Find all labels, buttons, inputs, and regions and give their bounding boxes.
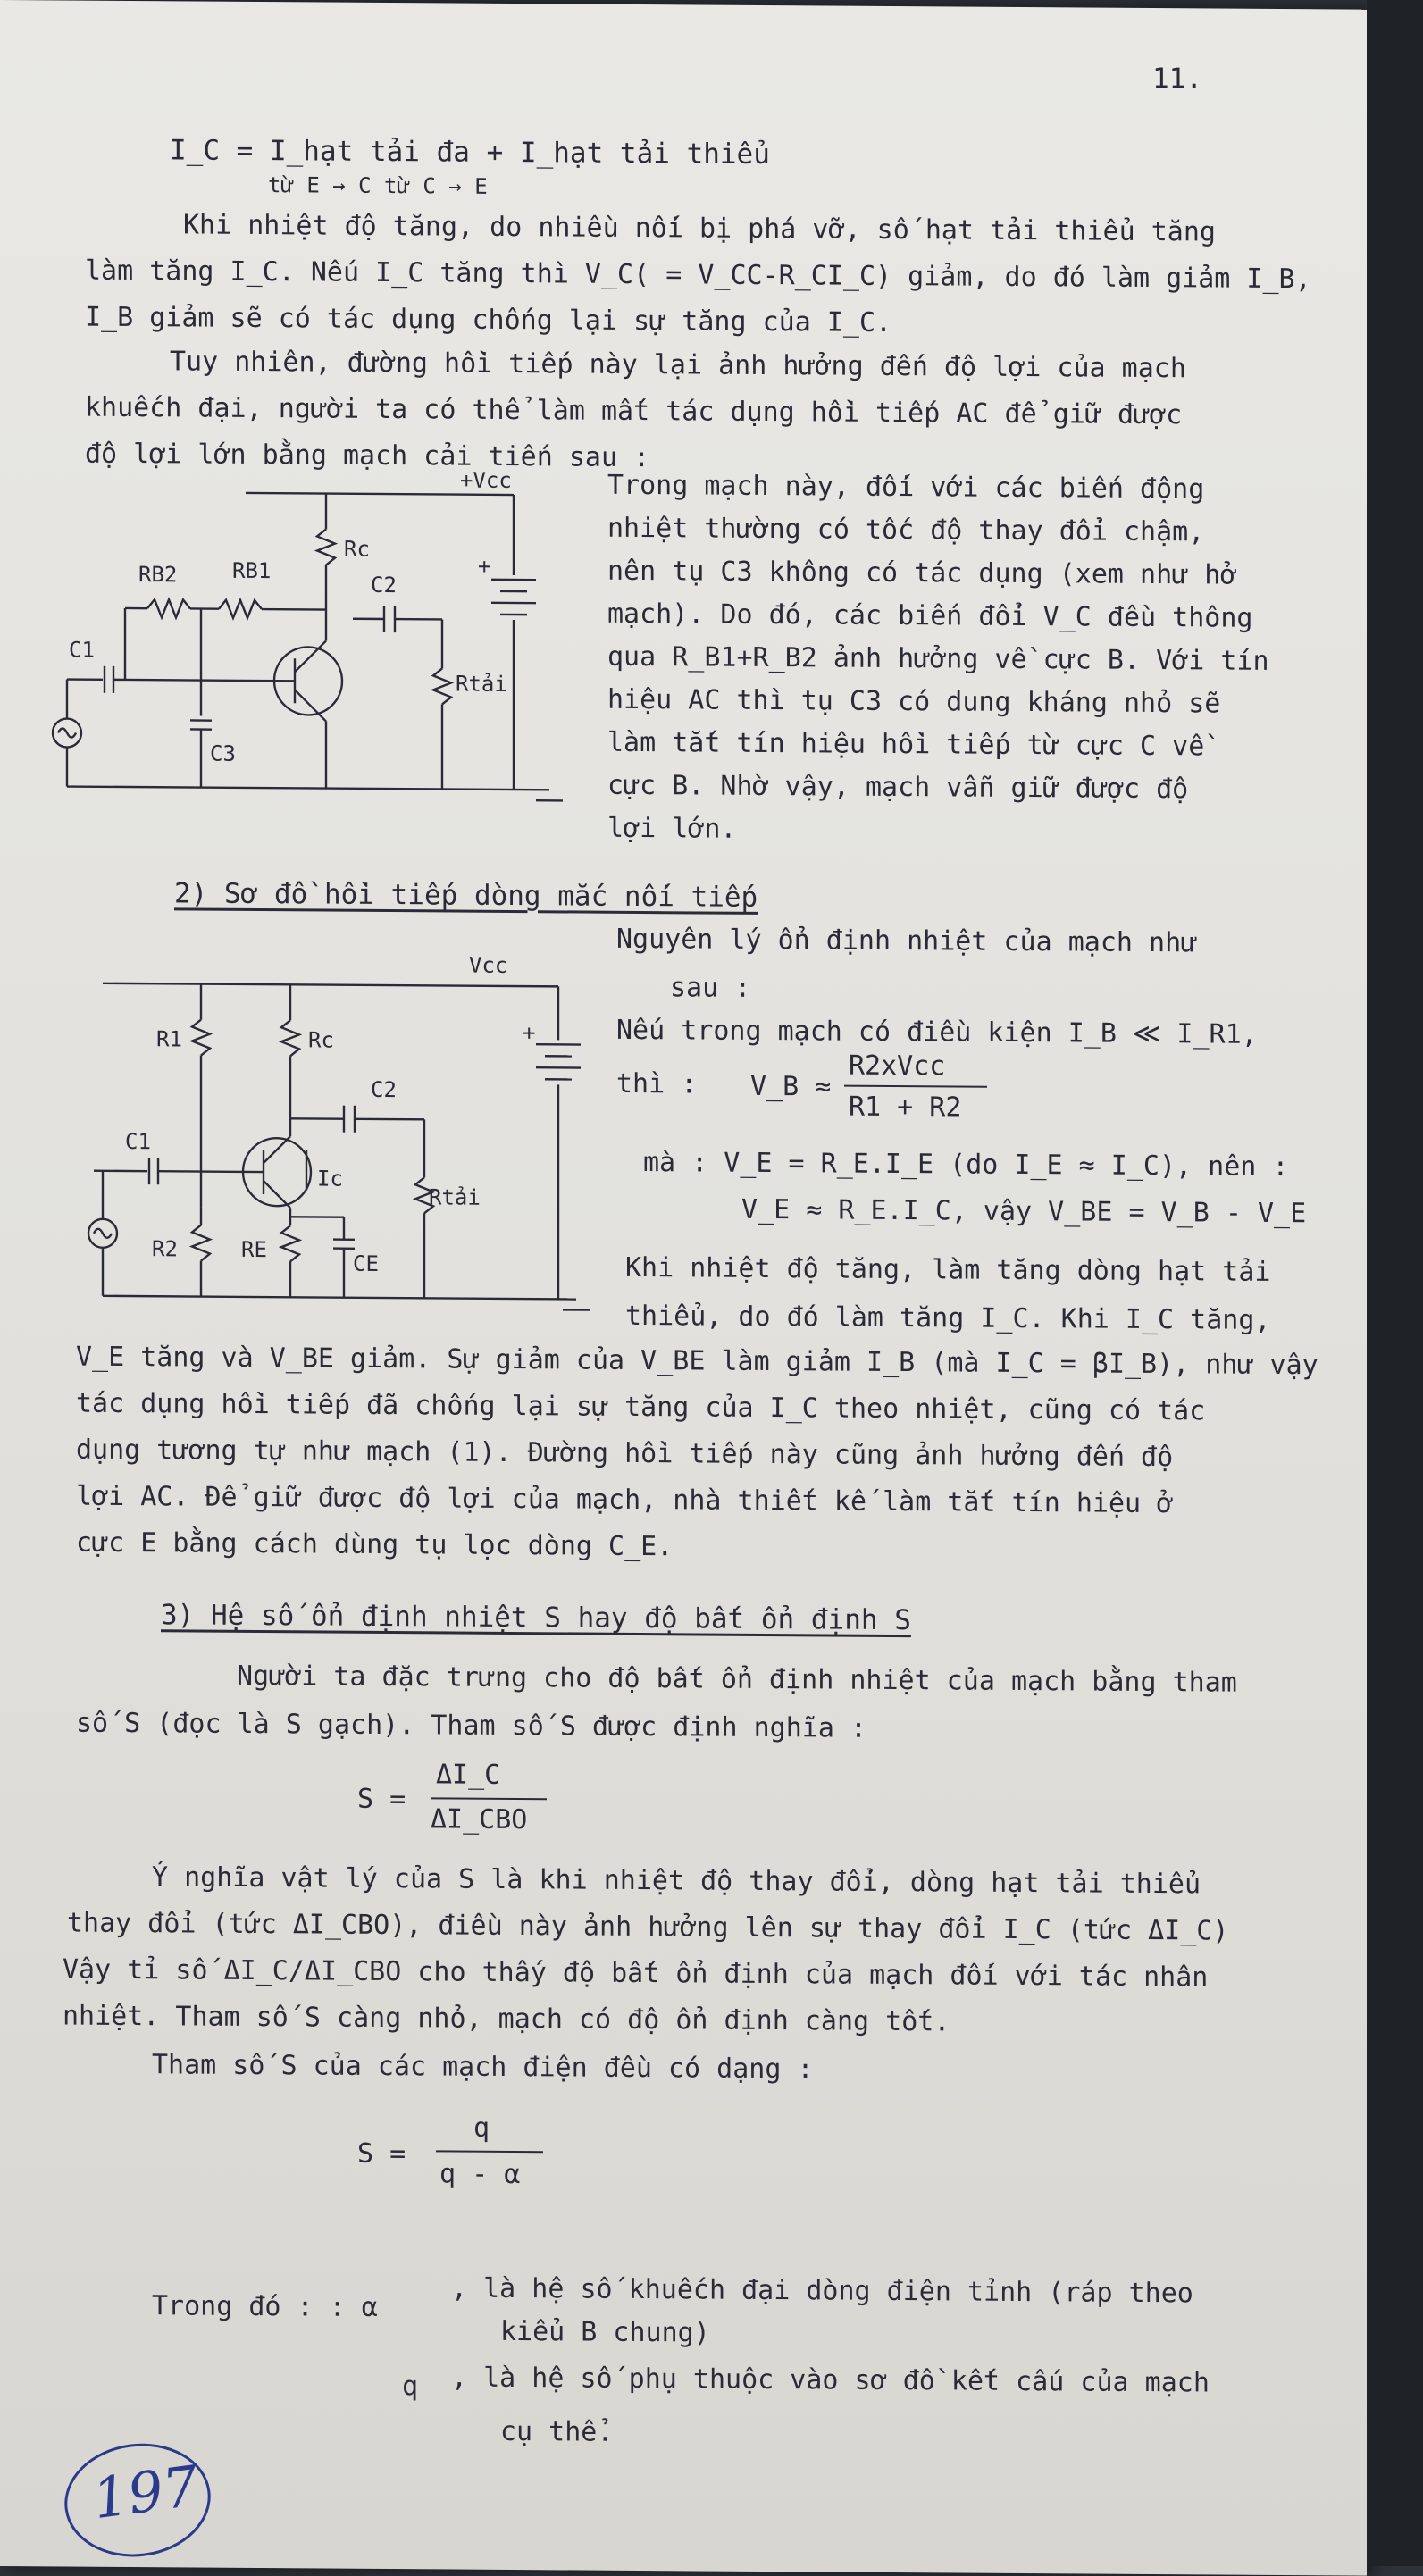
c2-battery-plus: +	[523, 1020, 535, 1045]
c1-battery-plus: +	[478, 554, 490, 579]
page-stamp	[57, 2435, 218, 2566]
para3-line: mạch). Do đó, các biến đổi V_C đều thông	[607, 598, 1252, 636]
c1-c3-label: C3	[210, 741, 236, 766]
para4-line: Nguyên lý ổn định nhiệt của mạch như	[616, 923, 1197, 960]
c2-r2-label: R2	[152, 1236, 178, 1261]
para2-line: độ lợi lớn bằng mạch cải tiến sau :	[85, 438, 649, 475]
para5	[0, 0, 1367, 10]
c1-vcc-label: +Vcc	[460, 468, 512, 493]
vb-den: R1 + R2	[849, 1091, 961, 1125]
page-number: 11.	[1152, 62, 1202, 96]
para7-line: thay đổi (tức ΔI_CBO), điều này ảnh hưởng lên sự thay đổi I_C (tức ΔI_C)	[67, 1907, 1228, 1949]
para4	[0, 0, 1367, 10]
c1-rb2-label: RB2	[138, 562, 177, 587]
circuit-diagram-1	[49, 464, 594, 825]
para3-line: cực B. Nhờ vậy, mạch vẫn giữ được độ	[607, 769, 1188, 807]
para1-line: Khi nhiệt độ tăng, do nhiều nối bị phá vỡ, số hạt tải thiểu tăng	[183, 208, 1216, 249]
s-form-fraction-bar	[436, 2150, 543, 2153]
para3-line: nên tụ C3 không có tác dụng (xem như hở	[607, 555, 1236, 592]
s-def-fraction-bar	[431, 1797, 547, 1800]
s-def-den: ΔI_CBO	[431, 1802, 527, 1836]
para3-line: Trong mạch này, đối với các biến động	[607, 469, 1204, 506]
para7-line: Vậy tỉ số ΔI_C/ΔI_CBO cho thấy độ bất ổn định của mạch đối với tác nhân	[63, 1953, 1208, 1994]
para4-line: thì :	[616, 1067, 697, 1101]
para4-line: Nếu trong mạch có điều kiện I_B ≪ I_R1,	[616, 1014, 1258, 1052]
para2-line: Tuy nhiên, đường hồi tiếp này lại ảnh hưởng đến độ lợi của mạch	[170, 345, 1186, 385]
para2	[0, 0, 1367, 10]
c2-ic-label: Ic	[317, 1166, 343, 1191]
c2-re-label: RE	[241, 1237, 267, 1262]
para2-line: khuếch đại, người ta có thể làm mất tác dụng hồi tiếp AC để giữ được	[85, 391, 1182, 432]
para7	[0, 0, 1367, 10]
para3-line: nhiệt thường có tốc độ thay đổi chậm,	[607, 512, 1204, 549]
where-alpha-line2: kiểu B chung)	[500, 2315, 710, 2350]
c2-c2-label: C2	[371, 1077, 397, 1102]
stamp-number: 197	[88, 2453, 202, 2531]
c1-rb1-label: RB1	[232, 558, 271, 583]
c1-c1-label: C1	[69, 638, 95, 663]
ic-formula-sub: từ E → C từ C → E	[268, 171, 488, 200]
c1-rc-label: Rc	[344, 537, 370, 562]
para1-line: làm tăng I_C. Nếu I_C tăng thì V_C( = V_CC-R_CI_C) giảm, do đó làm giảm I_B,	[85, 255, 1311, 297]
para7-line: Ý nghĩa vật lý của S là khi nhiệt độ thay đổi, dòng hạt tải thiểu	[152, 1861, 1201, 1902]
para5-line: cực E bằng cách dùng tụ lọc dòng C_E.	[76, 1526, 673, 1564]
s-form-lhs: S =	[357, 2137, 406, 2171]
s-def-lhs: S =	[357, 1783, 406, 1817]
section-2-title: 2) Sơ đồ hồi tiếp dòng mắc nối tiếp	[174, 876, 758, 915]
para7-line: nhiệt. Tham số S càng nhỏ, mạch có độ ổn định càng tốt.	[63, 1999, 950, 2038]
where-alpha-line1: , là hệ số khuếch đại dòng điện tỉnh (ráp theo	[451, 2272, 1193, 2311]
para6	[0, 0, 1367, 10]
para4-line: V_E ≈ R_E.I_C, vậy V_BE = V_B - V_E	[741, 1193, 1306, 1231]
para3-line: qua R_B1+R_B2 ảnh hưởng về cực B. Với tín	[607, 640, 1269, 679]
para3	[0, 0, 1367, 10]
c2-rc-label: Rc	[308, 1027, 334, 1052]
s-def-num: ΔI_C	[436, 1758, 500, 1792]
para1	[0, 0, 1367, 10]
section-3-title: 3) Hệ số ổn định nhiệt S hay độ bất ổn định S	[161, 1598, 911, 1638]
circuit-diagram-2	[76, 939, 612, 1326]
where-label: Trong đó : : α	[152, 2289, 378, 2324]
para1-line: I_B giảm sẽ có tác dụng chống lại sự tăng của I_C.	[85, 301, 891, 340]
vb-num: R2xVcc	[849, 1050, 945, 1083]
para3-line: làm tắt tín hiệu hồi tiếp từ cực C về	[607, 726, 1204, 764]
para5-line: tác dụng hồi tiếp đã chống lại sự tăng của I_C theo nhiệt, cũng có tác	[76, 1387, 1205, 1428]
c2-ce-label: CE	[353, 1251, 379, 1276]
para3-line: hiệu AC thì tụ C3 có dung kháng nhỏ sẽ	[607, 683, 1220, 721]
para4-line: Khi nhiệt độ tăng, làm tăng dòng hạt tải	[625, 1251, 1270, 1290]
c1-rtai-label: Rtải	[456, 672, 507, 697]
vb-fraction-bar	[844, 1085, 987, 1088]
where-q-line1: , là hệ số phụ thuộc vào sơ đồ kết cấu của mạch	[451, 2362, 1210, 2400]
ic-formula: I_C = I_hạt tải đa + I_hạt tải thiểu	[170, 133, 770, 171]
book-binding	[1367, 0, 1423, 2566]
c2-r1-label: R1	[156, 1026, 182, 1051]
para7-line: Tham số S của các mạch điện đều có dạng :	[152, 2048, 814, 2087]
vb-lhs: V_B ≈	[750, 1070, 831, 1104]
para5-line: dụng tương tự như mạch (1). Đường hồi tiếp này cũng ảnh hưởng đến độ	[76, 1434, 1173, 1475]
s-form-num: q	[473, 2112, 490, 2145]
para3-line: lợi lớn.	[607, 812, 737, 847]
where-q-symbol: q	[402, 2370, 418, 2404]
s-form-den: q - α	[439, 2157, 520, 2191]
para6-line: Người ta đặc trưng cho độ bất ổn định nhiệt của mạch bằng tham	[237, 1660, 1237, 1700]
para4-line: sau :	[670, 971, 750, 1005]
para6-line: số S (đọc là S gạch). Tham số S được định nghĩa :	[76, 1707, 866, 1746]
para4-line: mà : V_E = R_E.I_E (do I_E ≈ I_C), nên :	[643, 1146, 1288, 1184]
c2-rtai-label: Rtải	[429, 1184, 481, 1209]
para5-line: lợi AC. Để giữ được độ lợi của mạch, nhà thiết kế làm tắt tín hiệu ở	[76, 1480, 1173, 1521]
c1-c2-label: C2	[371, 573, 397, 598]
para5-line: V_E tăng và V_BE giảm. Sự giảm của V_BE làm giảm I_B (mà I_C = βI_B), như vậy	[76, 1341, 1318, 1383]
c2-vcc-label: Vcc	[469, 953, 507, 978]
definitions	[0, 0, 1367, 10]
para4-line: thiểu, do đó làm tăng I_C. Khi I_C tăng,	[625, 1300, 1270, 1338]
where-q-line2: cụ thể.	[500, 2415, 613, 2449]
c2-c1-label: C1	[125, 1129, 151, 1154]
